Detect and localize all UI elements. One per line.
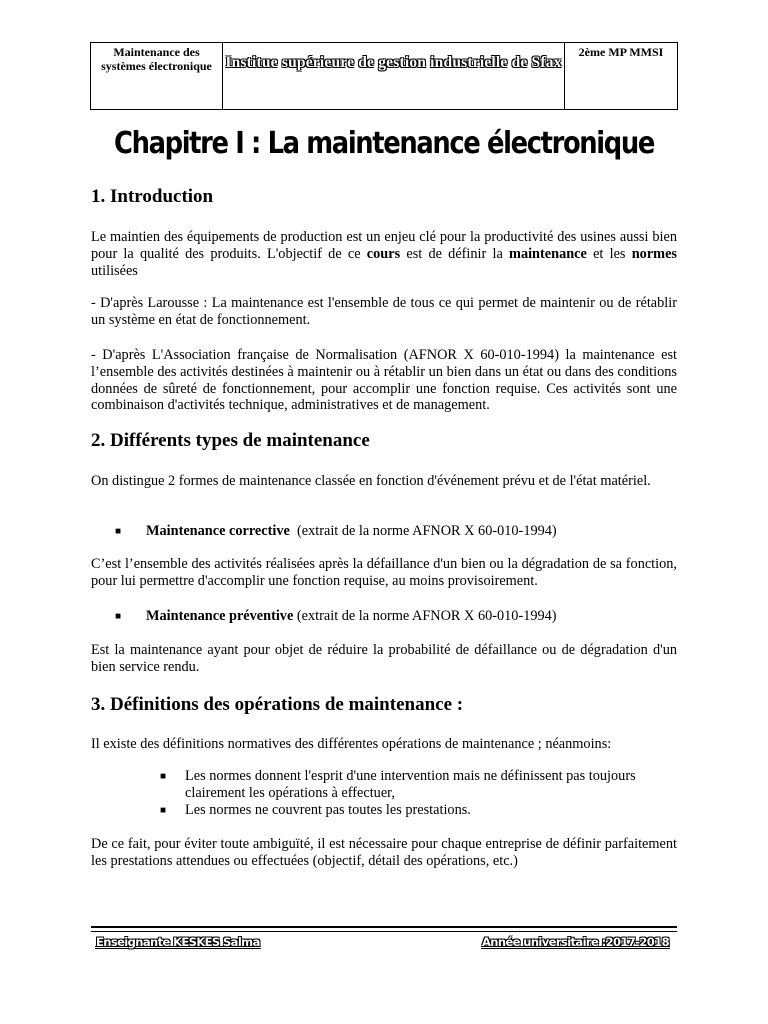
afnor-definition: - D'après L'Association française de Normalisation (AFNOR X 60-010-1994) la maintenance est l’ensemble des activités destinées à maintenir ou à rétablir un bien dans un état ou dans des conditions données de sûreté de fonctionnement, pour accomplir une fonction requise. Ces activités sont une combinaison d'activités technique, administratives et de management. bbox=[91, 347, 677, 414]
operations-bullet-1: Les normes donnent l'esprit d'une intervention mais ne définissent pas toujours clairement les opérations à effectuer, bbox=[185, 768, 636, 801]
footer-academic-year: Année universitaire :2017-2018 bbox=[481, 935, 669, 949]
larousse-definition: - D'après Larousse : La maintenance est l'ensemble de tous ce qui permet de maintenir ou de rétablir un système en état de fonctionnement. bbox=[91, 295, 677, 328]
header-course-name: Maintenance des systèmes électronique bbox=[91, 43, 223, 109]
square-bullet-icon: ■ bbox=[160, 805, 167, 816]
square-bullet-icon: ■ bbox=[160, 771, 167, 782]
square-bullet-icon: ■ bbox=[115, 526, 122, 537]
corrective-title: Maintenance corrective bbox=[146, 523, 290, 539]
types-intro-paragraph: On distingue 2 formes de maintenance classée en fonction d'événement prévu et de l'état matériel. bbox=[91, 473, 651, 489]
intro-keyword-normes: normes bbox=[631, 245, 677, 262]
corrective-definition: C’est l’ensemble des activités réalisées après la défaillance d'un bien ou la dégradation de sa fonction, pour lui permettre d'accomplir une fonction requise, au moins provisoirement. bbox=[91, 556, 677, 589]
intro-text-c: et les bbox=[586, 245, 632, 262]
section-heading-types: 2. Différents types de maintenance bbox=[91, 430, 370, 451]
preventive-definition: Est la maintenance ayant pour objet de réduire la probabilité de défaillance ou de dégradation d'un bien service rendu. bbox=[91, 642, 677, 675]
preventive-title: Maintenance préventive bbox=[146, 608, 294, 624]
operations-conclusion: De ce fait, pour éviter toute ambiguïté, il est nécessaire pour chaque entreprise de définir parfaitement les prestations attendues ou effectuées (objectif, détail des opérations, etc.) bbox=[91, 836, 677, 869]
intro-text-a: Le maintien des équipements de production est un enjeu clé pour la productivité des usines aussi bien pour la qualité des produits. L'objectif de ce bbox=[91, 229, 677, 262]
header-class: 2ème MP MMSI bbox=[578, 45, 664, 59]
footer-rule-thin bbox=[91, 931, 677, 932]
square-bullet-icon: ■ bbox=[115, 611, 122, 622]
header-institution: Institue supérieure de gestion industrielle de Sfax bbox=[223, 43, 565, 109]
footer-teacher: Enseignante KESKES Salma bbox=[96, 935, 260, 949]
intro-keyword-cours: cours bbox=[366, 245, 401, 262]
header-table bbox=[90, 42, 678, 110]
preventive-item bbox=[146, 608, 557, 625]
section-heading-introduction: 1. Introduction bbox=[91, 186, 214, 207]
operations-intro-paragraph: Il existe des définitions normatives des différentes opérations de maintenance ; néanmoins: bbox=[91, 736, 612, 752]
section-heading-operations: 3. Définitions des opérations de maintenance : bbox=[91, 694, 464, 715]
corrective-item bbox=[146, 523, 557, 540]
corrective-reference: (extrait de la norme AFNOR X 60-010-1994) bbox=[289, 523, 557, 539]
footer-rule-thick bbox=[91, 926, 677, 928]
intro-text-b: est de définir la bbox=[400, 245, 510, 262]
chapter-title: Chapitre I : La maintenance électronique bbox=[114, 126, 654, 161]
intro-keyword-maintenance: maintenance bbox=[509, 245, 587, 262]
preventive-reference: (extrait de la norme AFNOR X 60-010-1994) bbox=[293, 608, 557, 624]
operations-bullet-2: Les normes ne couvrent pas toutes les prestations. bbox=[185, 802, 471, 818]
intro-text-d: utilisées bbox=[91, 262, 138, 279]
intro-paragraph bbox=[91, 229, 677, 279]
